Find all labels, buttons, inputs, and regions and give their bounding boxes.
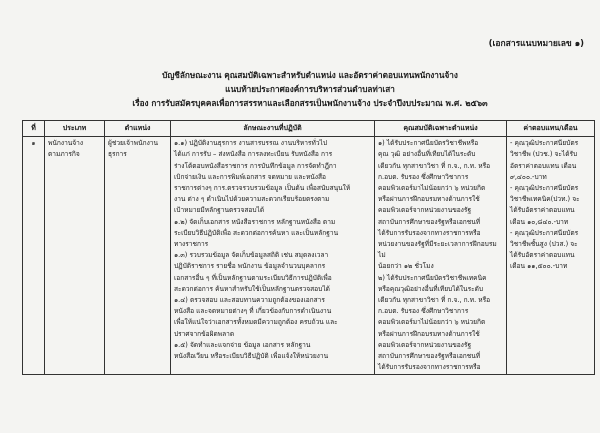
duties-cell — [171, 137, 375, 375]
duty-line: ๑.๒) จัดเก็บเอกสาร หนังสือราชการ หลักฐานหนังสือ ตาม — [174, 217, 336, 226]
duty-line: งาน ต่าง ๆ ดำเนินไปด้วยความสะดวกเรียบร้อยตรงตาม — [174, 195, 330, 204]
header-compensation: ค่าตอบแทน/เดือน — [507, 121, 595, 137]
qualification-line: คอมพิวเตอร์มาไม่น้อยกว่า ๖ หน่วยกิต — [378, 184, 486, 193]
duty-line: ได้แก่ การรับ – ส่งหนังสือ การลงทะเบียน รับหนังสือ การ — [174, 150, 333, 159]
qualification-line: ก.อบต. รับรอง ซึ่งศึกษาวิชาการ — [378, 307, 469, 316]
compensation-line: ๙,๔๐๐.-บาท — [510, 172, 547, 181]
duty-line: ๑.๓) รวบรวมข้อมูล จัดเก็บข้อมูลสถิติ เช่น สมุดลงเวลา — [174, 251, 329, 260]
qualification-line: สถาบันการศึกษาของรัฐหรือเอกชนที่ — [378, 352, 481, 361]
qualification-line: หน่วยงานของรัฐที่มีระยะเวลาการฝึกอบรมไม่ — [378, 240, 497, 260]
duty-line: ๑.๔) ตรวจสอบ และสอบทานความถูกต้องของเอกสาร — [174, 296, 325, 305]
qualification-line: หรือผ่านการฝึกอบรมทางด้านการใช้ — [378, 195, 480, 204]
qualification-line: คอมพิวเตอร์จากหน่วยงานของรัฐ — [378, 340, 472, 349]
duty-line: ๑.๑) ปฏิบัติงานธุรการ งานสารบรรณ งานบริหารทั่วไป — [174, 139, 328, 148]
duty-line: เอกสารอื่น ๆ ที่เป็นหลักฐานตามระเบียบวิธีการปฏิบัติเพื่อ — [174, 273, 332, 282]
table-row — [23, 137, 595, 375]
duty-line: ๑.๕) จัดทำและแจกจ่าย ข้อมูล เอกสาร หลักฐาน — [174, 340, 311, 349]
position-line: ผู้ช่วยเจ้าพนักงาน — [108, 139, 159, 148]
compensation-line: ได้รับอัตราค่าตอบแทน — [510, 206, 575, 215]
qualification-line: หรือผ่านการฝึกอบรมทางด้านการใช้ — [378, 329, 480, 338]
duty-line: เบิกจ่ายเงิน และการพิมพ์เอกสาร จดหมาย และหนังสือ — [174, 172, 327, 181]
duty-line: ทางราชการ — [174, 240, 209, 249]
duty-line: ราชการต่างๆ การ.ตรวจรวบรวมข้อมูล เป็นต้น เพื่อสนับสนุนให้ — [174, 184, 351, 193]
compensation-line: อัตราค่าตอบแทน เดือน — [510, 161, 577, 170]
compensation-line: เดือน ๑๐,๘๔๐.-บาท — [510, 217, 569, 226]
job-table — [22, 120, 595, 375]
qualification-line: คอมพิวเตอร์มาไม่น้อยกว่า ๖ หน่วยกิต — [378, 318, 486, 327]
qualification-line: คุณ วุฒิ อย่างอื่นที่เทียบได้ในระดับ — [378, 150, 476, 159]
header-position: ตำแหน่ง — [105, 121, 171, 137]
qualification-line: ๒) ได้รับประกาศนียบัตรวิชาชีพเทคนิค — [378, 273, 487, 282]
heading-line-3: เรื่อง การรับสมัครบุคคลเพื่อการสรรหาและเลือกสรรเป็นพนักงานจ้าง ประจำปีงบประมาณ พ.ศ. ๒๕๖๓ — [132, 98, 488, 108]
compensation-line: - คุณวุฒิประกาศนียบัตร — [510, 228, 579, 237]
duty-line: ร่างโต้ตอบหนังสือราชการ การบันทึกข้อมูล การจัดทำฎีกา — [174, 161, 337, 170]
duty-line: ปฏิบัติราชการ รายชื่อ พนักงาน ข้อมูลจำนวนบุคลากร — [174, 262, 326, 271]
compensation-line: - คุณวุฒิประกาศนียบัตร — [510, 139, 579, 148]
qualification-line: ๑) ได้รับประกาศนียบัตรวิชาชีพหรือ — [378, 139, 479, 148]
row-number: ๑ — [23, 137, 45, 375]
duty-line: สะดวกต่อการ ค้นหาสำหรับใช้เป็นหลักฐานตรวจสอบได้ — [174, 284, 330, 293]
compensation-cell — [507, 137, 595, 375]
qualification-line: ได้รับการรับรองจากทางราชการหรือ — [378, 228, 481, 237]
compensation-line: เดือน ๑๑,๕๐๐.-บาท — [510, 262, 568, 271]
header-type: ประเภท — [45, 121, 105, 137]
duty-line: เพื่อให้แน่ใจว่าเอกสารทั้งหมดมีความถูกต้อง ครบถ้วน และ — [174, 318, 338, 327]
qualification-line: เดียวกัน ทุกสาขาวิชา ที่ ก.จ., ก.ท. หรือ — [378, 161, 491, 170]
qualification-line: น้อยกว่า ๑๒ ชั่วโมง — [378, 262, 434, 271]
compensation-line: วิชาชีพเทคนิค(ปวท.) จะ — [510, 195, 580, 204]
duty-line: เป้าหมายมีหลักฐานตรวจสอบได้ — [174, 206, 265, 215]
qualification-line: เดียวกัน ทุกสาขาวิชา ที่ ก.จ., ก.ท. หรือ — [378, 296, 491, 305]
header-no: ที่ — [23, 121, 45, 137]
position-line: ธุรการ — [108, 150, 127, 159]
qualification-line: สถาบันการศึกษาของรัฐหรือเอกชนที่ — [378, 217, 481, 226]
qualifications-cell — [375, 137, 507, 375]
qualification-line: ได้รับการรับรองจากทางราชการหรือ — [378, 363, 481, 372]
header-duties: ลักษณะงานที่ปฏิบัติ — [171, 121, 375, 137]
type-cell — [45, 137, 105, 375]
duty-line: หนังสือเวียน หรือระเบียบวิธีปฏิบัติ เพื่อแจ้งให้หน่วยงาน — [174, 352, 329, 361]
qualification-line: หรือคุณวุฒิอย่างอื่นที่เทียบได้ในระดับ — [378, 284, 484, 293]
qualification-line: ก.อบต. รับรอง ซึ่งศึกษาวิชาการ — [378, 172, 469, 181]
duty-line: ระเบียบวิธีปฏิบัติเพื่อ สะดวกต่อการค้นหา และเป็นหลักฐาน — [174, 228, 339, 237]
compensation-line: ได้รับอัตราค่าตอบแทน — [510, 251, 575, 260]
duty-line: ปราศจากข้อผิดพลาด — [174, 329, 235, 338]
table-header-row — [23, 121, 595, 137]
type-line: พนักงานจ้าง — [48, 139, 84, 148]
compensation-line: - คุณวุฒิประกาศนียบัตร — [510, 184, 579, 193]
attachment-label: (เอกสารแนบหมายเลข ๑) — [488, 39, 584, 49]
position-cell — [105, 137, 171, 375]
heading-line-1: บัญชีลักษณะงาน คุณสมบัติเฉพาะสำหรับตำแหน่ง และอัตราค่าตอบแทนพนักงานจ้าง — [162, 70, 458, 80]
type-line: ตามภารกิจ — [48, 150, 80, 159]
compensation-line: วิชาชีพชั้นสูง (ปวส.) จะ — [510, 240, 578, 249]
compensation-line: วิชาชีพ (ปวช.) จะได้รับ — [510, 150, 578, 159]
qualification-line: คอมพิวเตอร์จากหน่วยงานของรัฐ — [378, 206, 472, 215]
header-qualifications: คุณสมบัติเฉพาะตำแหน่ง — [375, 121, 507, 137]
duty-line: หนังสือ และจดหมายต่างๆ ที่ เกี่ยวข้องกับการดำเนินงาน — [174, 307, 332, 316]
heading-line-2: แนบท้ายประกาศองค์การบริหารส่วนตำบลท่าเสา — [225, 84, 395, 94]
